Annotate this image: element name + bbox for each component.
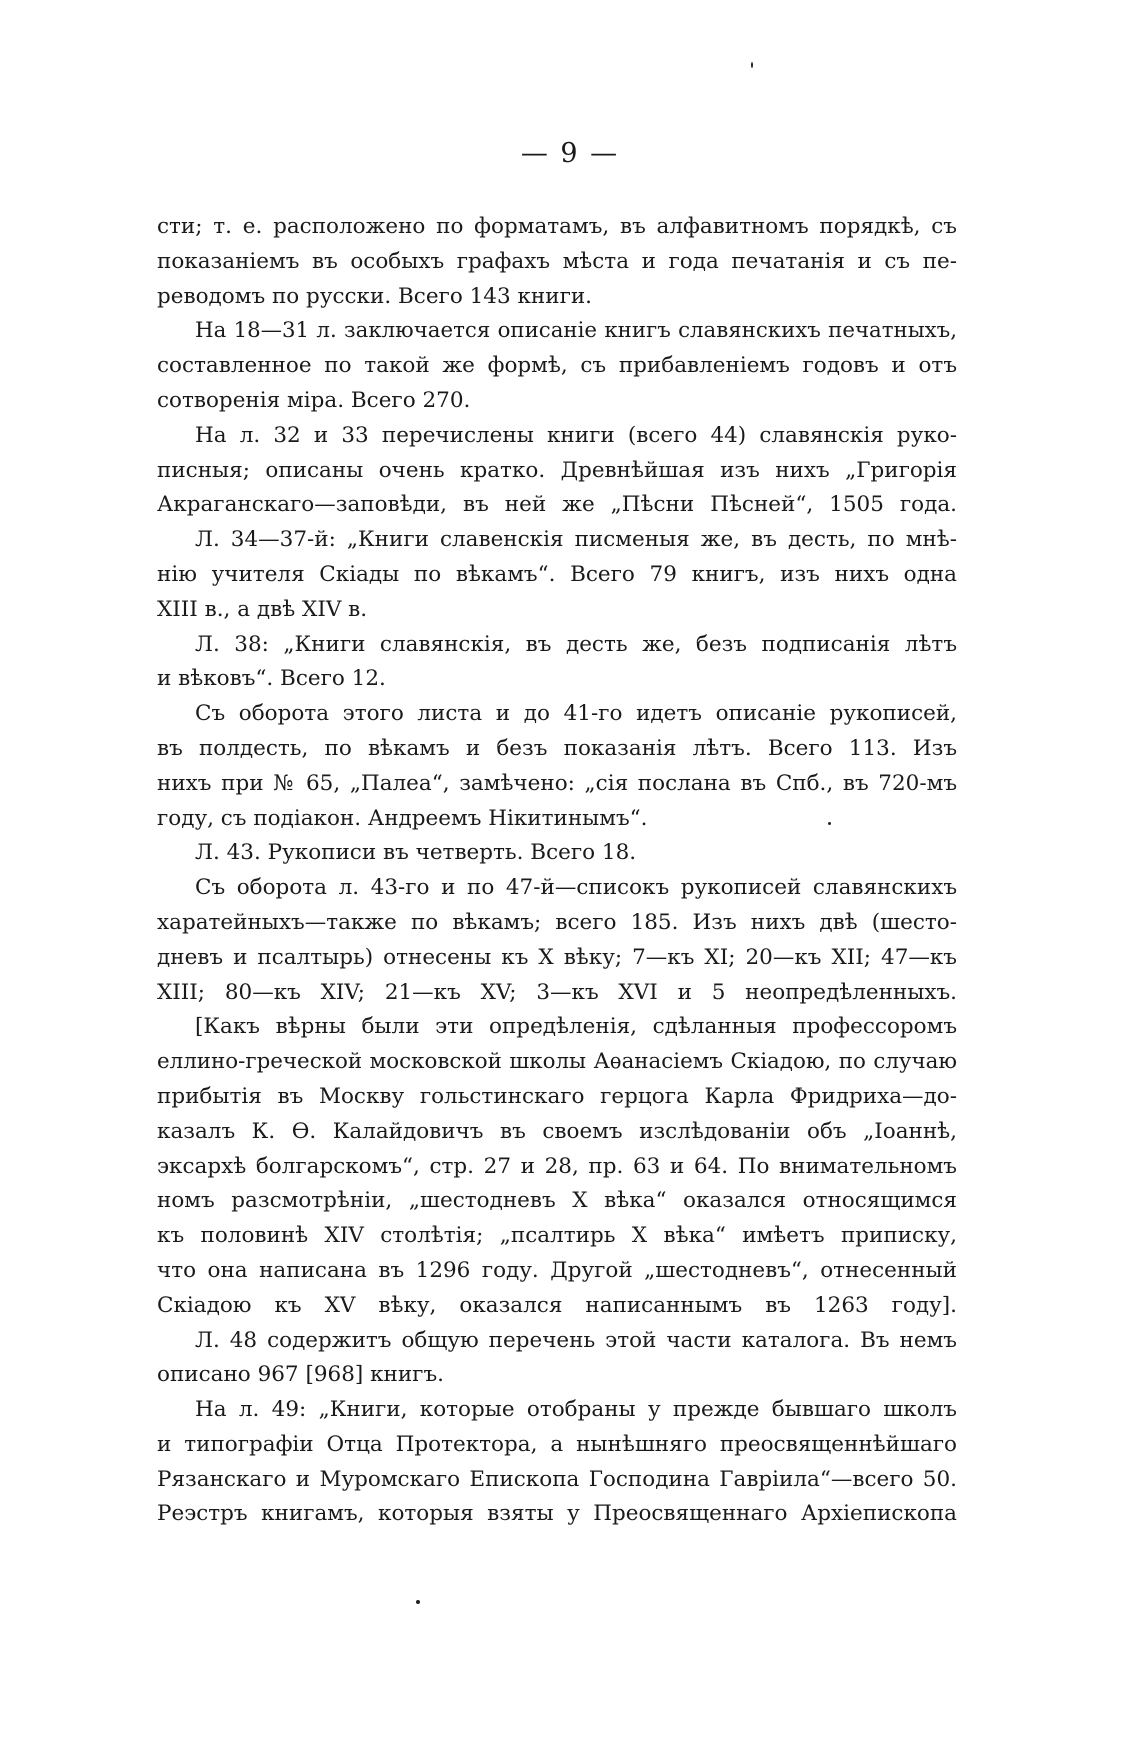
text-line: и вѣковъ“. Всего 12.	[157, 666, 386, 692]
ink-speck	[751, 62, 753, 68]
text-line: сотворенія міра. Всего 270.	[157, 387, 471, 413]
text-line: Акраганскаго—заповѣди, въ ней же „Пѣсни Пѣсней“, 1505 года.	[157, 492, 957, 518]
text-line: Л. 38: „Книги славянскія, въ десть же, безъ подписанія лѣтъ	[195, 631, 957, 657]
text-line: Л. 48 содержитъ общую перечень этой части каталога. Въ немъ	[195, 1327, 957, 1353]
page-number: — 9 —	[520, 138, 620, 169]
text-line: нихъ при № 65, „Палеа“, замѣчено: „сія послана въ Спб., въ 720-мъ	[157, 770, 957, 796]
ink-speck	[828, 822, 831, 825]
text-line: описано 967 [968] книгъ.	[157, 1362, 444, 1388]
text-line: [Какъ вѣрны были эти опредѣленія, сдѣланныя профессоромъ	[195, 1014, 957, 1040]
text-line: На л. 49: „Книги, которые отобраны у прежде бывшаго школъ	[195, 1397, 957, 1423]
text-line: Съ оборота этого листа и до 41-го идетъ описаніе рукописей,	[195, 701, 957, 727]
text-line: показаніемъ въ особыхъ графахъ мѣста и года печатанія и съ пе-	[157, 248, 957, 274]
text-line: эксархѣ болгарскомъ“, стр. 27 и 28, пр. 63 и 64. По внимательномъ	[157, 1153, 957, 1179]
text-line: Л. 43. Рукописи въ четверть. Всего 18.	[195, 840, 637, 866]
paragraph-3	[157, 419, 957, 523]
paragraph-5	[157, 628, 957, 698]
text-line: прибытія въ Москву гольстинскаго герцога Карла Фридриха—до-	[157, 1083, 957, 1109]
text-line: реводомъ по русски. Всего 143 книги.	[157, 283, 592, 309]
text-line: въ полдесть, по вѣкамъ и безъ показанія лѣтъ. Всего 113. Изъ	[157, 735, 957, 761]
text-line: Скіадою къ XV вѣку, оказался написаннымъ въ 1263 году].	[157, 1292, 957, 1318]
text-line: еллино-греческой московской школы Аѳанасіемъ Скіадою, по случаю	[157, 1049, 957, 1075]
text-line: казалъ К. Ѳ. Калайдовичъ въ своемъ изслѣдованіи объ „Іоаннѣ,	[157, 1118, 957, 1144]
paragraph-10	[157, 1324, 957, 1394]
paragraph-8	[157, 871, 957, 1010]
paragraph-4	[157, 523, 957, 627]
text-line: къ половинѣ XIV столѣтія; „псалтирь X вѣка“ имѣетъ приписку,	[157, 1223, 957, 1249]
text-line: сти; т. е. расположено по форматамъ, въ алфавитномъ порядкѣ, съ	[157, 214, 957, 239]
text-line: XIII в., а двѣ XIV в.	[157, 596, 368, 622]
text-line: Съ оборота л. 43-го и по 47-й—списокъ рукописей славянскихъ	[195, 875, 957, 901]
text-line: На л. 32 и 33 перечислены книги (всего 44) славянскія руко-	[195, 422, 957, 448]
text-line: писныя; описаны очень кратко. Древнѣйшая изъ нихъ „Григорія	[157, 457, 957, 483]
text-line: что она написана въ 1296 году. Другой „шестодневъ“, отнесенный	[157, 1257, 957, 1283]
body-text	[157, 210, 957, 1532]
text-line: Л. 34—37-й: „Книги славенскія писменыя же, въ десть, по мнѣ-	[195, 527, 957, 553]
text-line: номъ разсмотрѣніи, „шестодневъ X вѣка“ оказался относящимся	[157, 1188, 957, 1214]
text-line: составленное по такой же формѣ, съ прибавленіемъ годовъ и отъ	[157, 353, 957, 379]
text-line: и типографіи Отца Протектора, а нынѣшняго преосвященнѣйшаго	[157, 1431, 957, 1457]
text-line: нію учителя Скіады по вѣкамъ“. Всего 79 книгъ, изъ нихъ одна	[157, 561, 957, 587]
paragraph-11	[157, 1393, 957, 1532]
paragraph-6	[157, 697, 957, 836]
ink-speck	[416, 1600, 420, 1604]
paragraph-1	[157, 210, 957, 314]
text-line: На 18—31 л. заключается описаніе книгъ славянскихъ печатныхъ,	[195, 318, 957, 344]
text-line: харатейныхъ—также по вѣкамъ; всего 185. Изъ нихъ двѣ (шесто-	[157, 909, 957, 935]
paragraph-9	[157, 1010, 957, 1323]
paragraph-2	[157, 314, 957, 418]
paragraph-7	[157, 836, 957, 871]
text-line: Рязанскаго и Муромскаго Епископа Господина Гавріила“—всего 50.	[157, 1466, 957, 1492]
text-line: XIII; 80—къ XIV; 21—къ XV; 3—къ XVI и 5 неопредѣленныхъ.	[157, 979, 957, 1005]
text-line: году, съ подіакон. Андреемъ Нікитинымъ“.	[157, 805, 648, 831]
text-line: дневъ и псалтырь) отнесены къ X вѣку; 7—къ XI; 20—къ XII; 47—къ	[157, 944, 957, 970]
text-line: Реэстръ книгамъ, которыя взяты у Преосвященнаго Архіепископа	[157, 1501, 957, 1527]
